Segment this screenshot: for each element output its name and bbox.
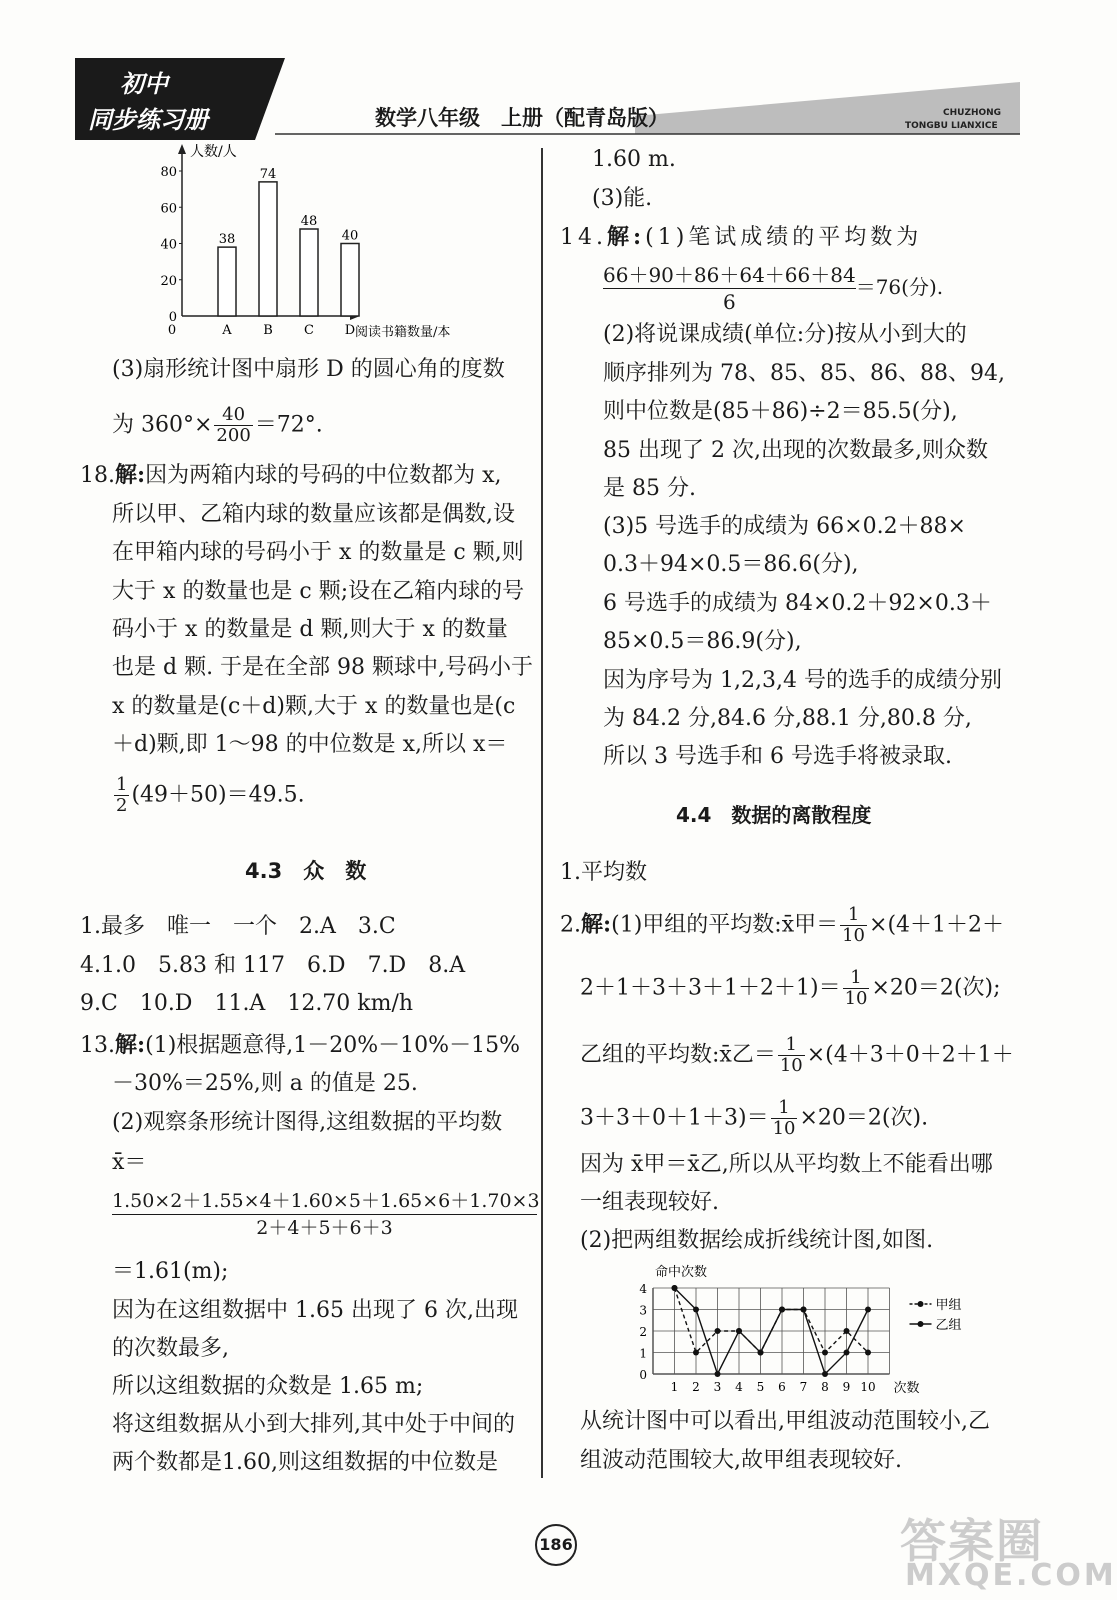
header-en-line2: TONGBU LIANXICE [905, 121, 998, 131]
section-4-4-heading: 4.4 数据的离散程度 [676, 803, 872, 827]
y-tick-label: 80 [160, 165, 177, 180]
solution-label: 解: [115, 1032, 146, 1058]
logo-line2: 同步练习册 [88, 106, 208, 134]
fraction-numerator: 1 [771, 1098, 798, 1119]
q13-line5: ＝1.61(m); [112, 1259, 229, 1284]
q13-line2: －30%＝25%,则 a 的值是 25. [112, 1071, 418, 1096]
series-point [715, 1328, 721, 1334]
fraction-denominator: 200 [216, 425, 251, 446]
q2-line8: 从统计图中可以看出,甲组波动范围较小,乙 [580, 1409, 990, 1434]
page-number: 186 [535, 1524, 577, 1566]
legend-label: 甲组 [935, 1298, 962, 1313]
bar [218, 247, 236, 316]
answers-line1: 1.最多 唯一 一个 2.A 3.C [80, 914, 396, 939]
series-point [844, 1350, 850, 1356]
y-tick-label: 20 [160, 273, 177, 289]
y-tick-label: 0 [639, 1368, 647, 1382]
fraction-numerator: 1 [840, 905, 867, 926]
watermark-logo: 答案圈 [900, 1514, 1044, 1568]
x-tick-label: 3 [713, 1380, 722, 1394]
x-tick-label: C [304, 323, 314, 338]
fraction-denominator: 6 [722, 290, 736, 314]
fraction-numerator: 1 [116, 774, 128, 795]
x-tick-label: 5 [756, 1380, 765, 1394]
y-tick-label: 3 [639, 1303, 647, 1318]
x-tick-label: 1 [670, 1380, 679, 1394]
q14-text: (1)笔试成绩的平均数为 [645, 225, 923, 250]
q14-line3: 顺序排列为 78、85、85、86、88、94, [603, 361, 1005, 386]
solution-label: 解: [581, 911, 612, 938]
bar [259, 182, 277, 316]
q13-line10: 两个数都是1.60,则这组数据的中位数是 [112, 1450, 498, 1475]
series-line [675, 1288, 869, 1353]
fraction [840, 905, 867, 946]
x-tick-label: 8 [821, 1380, 829, 1394]
series-point [758, 1350, 764, 1356]
bar-value-label: 38 [218, 232, 236, 248]
q14-line4: 则中位数是(85＋86)÷2＝85.5(分), [603, 399, 958, 424]
q14-result: ＝76(分). [855, 275, 944, 299]
x-tick-label: 2 [692, 1380, 700, 1394]
q18-line6: 也是 d 颗. 于是在全部 98 颗球中,号码小于 [112, 655, 534, 680]
q17-text: 为 360°× [112, 412, 213, 438]
q2-line3 [580, 1035, 1014, 1076]
y-axis-label: 人数/人 [190, 144, 237, 160]
q13-line1 [80, 1030, 520, 1061]
series-point [693, 1350, 699, 1356]
fraction [214, 405, 252, 446]
q18-line3: 在甲箱内球的号码小于 x 的数量是 c 颗,则 [112, 540, 524, 565]
header-en-line1: CHUZHONG [943, 108, 1002, 118]
q18-line8: ＋d)颗,即 1～98 的中位数是 x,所以 x＝ [112, 732, 508, 757]
q14-line5: 85 出现了 2 次,出现的次数最多,则众数 [603, 438, 988, 463]
q2-text: 3＋3＋0＋1＋3)＝ [580, 1105, 769, 1131]
q14-line1 [560, 222, 922, 253]
q18-text: 因为两箱内球的号码的中位数都为 x, [145, 463, 502, 488]
series-point [693, 1307, 699, 1313]
x-tick-label: 6 [778, 1380, 786, 1394]
origin-label: 0 [167, 323, 177, 338]
r-line1: 1.60 m. [592, 147, 676, 172]
q13-mean-fraction [112, 1188, 540, 1241]
q18-line2: 所以甲、乙箱内球的数量应该都是偶数,设 [112, 502, 515, 527]
q2-number: 2. [560, 912, 581, 938]
y-tick-label: 2 [639, 1325, 647, 1339]
bar-value-label: 40 [341, 228, 359, 244]
q2-line6: 一组表现较好. [580, 1190, 719, 1215]
book-title: 数学八年级 上册（配青岛版） [375, 106, 669, 130]
q18-result: (49＋50)＝49.5. [131, 782, 305, 808]
answers-line3: 9.C 10.D 11.A 12.70 km/h [80, 991, 414, 1016]
q2-line5: 因为 x̄甲＝x̄乙,所以从平均数上不能看出哪 [580, 1152, 993, 1177]
q17-result: ＝72°. [254, 412, 323, 438]
q14-line12: 为 84.2 分,84.6 分,88.1 分,80.8 分, [603, 706, 972, 731]
q2-line2 [580, 968, 1001, 1009]
q2-text: ×(4＋3＋0＋2＋1＋ [806, 1042, 1014, 1068]
fraction-numerator: 1 [843, 968, 870, 989]
series-point [736, 1328, 742, 1334]
q14-line13: 所以 3 号选手和 6 号选手将被录取. [603, 744, 952, 769]
series-point [672, 1285, 678, 1291]
q2-text: (1)甲组的平均数:x̄甲＝ [611, 912, 839, 938]
fraction-numerator: 1.50×2＋1.55×4＋1.60×5＋1.65×6＋1.70×3 [112, 1188, 537, 1215]
bar [341, 244, 359, 317]
watermark-url: MXQE.COM [905, 1558, 1117, 1593]
x-tick-label: 7 [799, 1380, 808, 1394]
fraction [778, 1035, 805, 1076]
x-tick-label: 9 [842, 1380, 851, 1394]
y-tick-label: 60 [160, 201, 177, 217]
q2-text: 2＋1＋3＋3＋1＋2＋1)＝ [580, 975, 841, 1001]
x-axis-label: 阅读书籍数量/本 [355, 325, 451, 340]
q18-number: 18. [80, 463, 115, 488]
y-axis-arrow [178, 144, 186, 154]
q2-line1 [560, 905, 1004, 946]
fraction-denominator: 10 [842, 925, 866, 946]
q13-line7: 的次数最多, [112, 1336, 229, 1361]
x-tick-label: B [263, 323, 273, 338]
bar-value-label: 48 [300, 214, 318, 229]
q18-line7: x 的数量是(c＋d)颗,大于 x 的数量也是(c [112, 694, 516, 719]
q2-text: ×20＝2(次). [799, 1105, 929, 1131]
fraction [603, 262, 856, 315]
q2-text: ×(4＋1＋2＋ [869, 912, 1005, 938]
y-tick-label: 4 [639, 1282, 647, 1296]
series-point [822, 1371, 828, 1377]
fraction-numerator: 40 [214, 405, 252, 426]
q18-line5: 码小于 x 的数量是 d 颗,则大于 x 的数量 [112, 617, 508, 642]
fraction-denominator: 10 [772, 1118, 796, 1139]
fraction-numerator: 66＋90＋86＋64＋66＋84 [603, 263, 856, 287]
fraction-denominator: 10 [779, 1055, 803, 1076]
q13-number: 13. [80, 1033, 115, 1058]
q18-line4: 大于 x 的数量也是 c 颗;设在乙箱内球的号 [112, 579, 525, 604]
y-tick-label: 0 [168, 310, 177, 325]
series-point [865, 1350, 871, 1356]
q17-part3-line1: (3)扇形统计图中扇形 D 的圆心角的度数 [112, 357, 505, 382]
fraction-denominator: 10 [844, 988, 868, 1009]
q2-text: 乙组的平均数:x̄乙＝ [580, 1042, 776, 1068]
x-tick-label: 10 [860, 1380, 876, 1394]
q18-line1 [80, 460, 502, 491]
bar-chart [150, 140, 510, 345]
q14-line8: 0.3＋94×0.5＝86.6(分), [603, 552, 859, 577]
solution-label: 解: [115, 462, 146, 488]
section-4-3-heading: 4.3 众 数 [245, 859, 367, 883]
fraction-numerator: 1 [778, 1035, 805, 1056]
q14-line7: (3)5 号选手的成绩为 66×0.2＋88× [603, 514, 966, 539]
line-chart [625, 1262, 965, 1398]
q13-line8: 所以这组数据的众数是 1.65 m; [112, 1374, 424, 1399]
series-point [801, 1307, 807, 1313]
x-tick-label: 4 [735, 1380, 743, 1394]
q2-line4 [580, 1098, 928, 1139]
y-axis-label: 命中次数 [655, 1265, 708, 1280]
bar [300, 229, 318, 316]
q13-line6: 因为在这组数据中 1.65 出现了 6 次,出现 [112, 1298, 518, 1323]
fraction [771, 1098, 798, 1139]
b-line1: 1.平均数 [560, 860, 647, 885]
series-point [844, 1328, 850, 1334]
y-tick-label: 40 [160, 237, 177, 253]
q13-line3: (2)观察条形统计图得,这组数据的平均数 [112, 1110, 503, 1135]
q2-line7: (2)把两组数据绘成折线统计图,如图. [580, 1228, 934, 1253]
q14-line10: 85×0.5＝86.9(分), [603, 629, 802, 654]
x-tick-label: A [222, 323, 232, 338]
logo-line1: 初中 [120, 70, 168, 98]
fraction-denominator: 2 [116, 795, 128, 816]
q17-part3-line2 [112, 405, 323, 446]
legend-marker [918, 1321, 924, 1327]
series-point [865, 1307, 871, 1313]
bar-value-label: 74 [259, 166, 277, 182]
series-point [779, 1307, 785, 1313]
fraction-denominator: 2＋4＋5＋6＋3 [256, 1217, 393, 1239]
r-line2: (3)能. [592, 186, 653, 211]
x-tick-label: D [344, 323, 356, 338]
q14-number: 14. [560, 225, 607, 250]
answers-line2: 4.1.0 5.83 和 117 6.D 7.D 8.A [80, 953, 466, 978]
series-point [822, 1350, 828, 1356]
series-point [715, 1371, 721, 1377]
q14-line9: 6 号选手的成绩为 84×0.2＋92×0.3＋ [603, 591, 992, 616]
solution-label: 解: [607, 224, 646, 250]
q14-line6: 是 85 分. [603, 476, 696, 501]
q18-line9 [112, 775, 305, 816]
q14-mean [603, 262, 943, 315]
q13-text: (1)根据题意得,1－20%－10%－15% [145, 1033, 520, 1058]
fraction [114, 775, 129, 816]
column-divider [541, 148, 543, 1478]
legend-marker [918, 1301, 924, 1307]
y-tick-label: 1 [639, 1346, 647, 1361]
legend-label: 乙组 [935, 1318, 962, 1333]
fraction [843, 968, 870, 1009]
q14-line2: (2)将说课成绩(单位:分)按从小到大的 [603, 322, 967, 347]
x-axis-label: 次数 [893, 1381, 920, 1396]
q2-line9: 组波动范围较大,故甲组表现较好. [580, 1448, 902, 1473]
q13-line9: 将这组数据从小到大排列,其中处于中间的 [112, 1412, 515, 1437]
q13-line4: x̄＝ [112, 1150, 147, 1175]
q14-line11: 因为序号为 1,2,3,4 号的选手的成绩分别 [603, 668, 1002, 693]
q2-text: ×20＝2(次); [871, 975, 1001, 1001]
